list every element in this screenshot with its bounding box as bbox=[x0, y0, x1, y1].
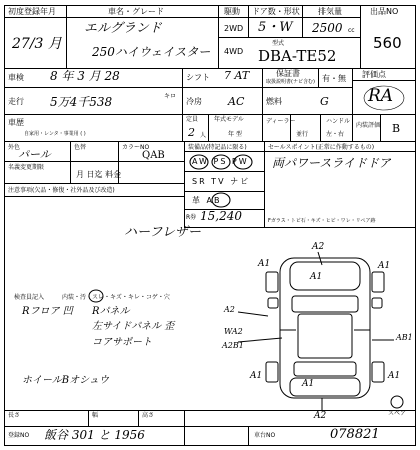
recycle-value: 15,240 bbox=[200, 209, 242, 223]
mark-a1-rear-left: A1 bbox=[250, 371, 263, 381]
shift-value: 7 AT bbox=[224, 69, 250, 82]
inspector-options: 内装・汚・スレ・キズ・キレ・コゲ・穴 bbox=[62, 294, 170, 301]
selling-label: セールスポイント(正常に作動するもの) bbox=[268, 144, 375, 151]
footer-divider-2 bbox=[138, 410, 139, 426]
spare-label: スペア bbox=[388, 410, 407, 417]
wheel-front-left bbox=[266, 272, 278, 292]
mark-ab1: AB1 bbox=[396, 333, 413, 342]
pointer-left-a2 bbox=[238, 312, 268, 316]
equipment-row2: SR TV ナビ bbox=[192, 177, 251, 186]
fuel-label: 燃料 bbox=[266, 97, 282, 106]
capacity-label: 定員 bbox=[186, 116, 199, 123]
repaint-label: 色替 bbox=[74, 144, 87, 151]
model-label: 型式 bbox=[272, 40, 285, 47]
car-body bbox=[280, 258, 370, 398]
colorno-value: QAB bbox=[142, 150, 165, 161]
ac-label: 冷房 bbox=[186, 97, 202, 106]
warranty-value: 有・無 bbox=[322, 74, 346, 83]
width-label: 幅 bbox=[92, 412, 99, 419]
warranty-sub: 取扱説明書(ナビ含む) bbox=[266, 79, 315, 85]
reg-value: 飯谷 301 と 1956 bbox=[44, 428, 145, 442]
first-reg-value: 27/3 月 bbox=[12, 36, 62, 52]
grade-label: 評価点 bbox=[362, 70, 386, 79]
car-windshield bbox=[292, 296, 358, 312]
selling-value: 両パワースライドドア bbox=[272, 156, 391, 170]
mark-a2-left: A2 bbox=[224, 305, 235, 314]
handle-label: ハンドル bbox=[326, 118, 351, 125]
car-grade: 250ハイウェイスター bbox=[92, 45, 211, 59]
wheel-rear-left bbox=[266, 362, 278, 382]
mark-wa2: WA2 bbox=[224, 327, 243, 336]
footer-divider-1 bbox=[88, 410, 89, 426]
reg-label: 登録NO bbox=[8, 432, 30, 439]
cc-unit: cc bbox=[348, 27, 355, 34]
inspector-line2: Rパネル bbox=[92, 306, 130, 317]
pointer-left-b1 bbox=[238, 338, 282, 342]
right-mirror bbox=[372, 298, 382, 308]
ac-value: AC bbox=[228, 95, 245, 108]
length-label: 長さ bbox=[8, 412, 21, 419]
history-label: 車歴 bbox=[8, 118, 24, 127]
change-label: 名義変更期限 bbox=[8, 164, 45, 171]
wheel-front-right bbox=[372, 272, 384, 292]
year-model-value: 年 型 bbox=[228, 131, 242, 138]
chassis-value: 078821 bbox=[330, 427, 380, 442]
inspector-line4: コアサポート bbox=[92, 337, 152, 348]
glass-note: Fガラス・トビ石・キズ・ヒビ・ワレ・リペア跡 bbox=[268, 218, 376, 224]
mark-a2-top: A2 bbox=[312, 242, 325, 252]
shift-label: シフト bbox=[186, 73, 210, 82]
equipment-label: 装備品(特記品に限る) bbox=[188, 144, 247, 151]
mileage-label: 走行 bbox=[8, 97, 24, 106]
drive-label: 駆動 bbox=[224, 7, 240, 16]
mileage-value: 5万4千538 bbox=[50, 95, 113, 109]
warranty-label: 保証書 bbox=[276, 69, 300, 78]
interior-label: 内装評価 bbox=[356, 122, 381, 129]
mark-a1-left: A1 bbox=[258, 259, 271, 269]
mark-a1-rear: A1 bbox=[302, 379, 315, 389]
handle-value: 左・右 bbox=[326, 131, 345, 138]
mark-a2-bottom: A2 bbox=[314, 411, 327, 421]
caution-label: 注意事項(欠品・修復・社外品及び改造) bbox=[8, 187, 115, 194]
footer-rule-1 bbox=[4, 410, 416, 411]
interior-value: B bbox=[392, 122, 401, 135]
mark-a1-rear-right: A1 bbox=[388, 371, 401, 381]
mark-a2b1: A2B1 bbox=[222, 341, 244, 350]
mileage-unit: キロ bbox=[164, 93, 177, 100]
recycle-label: R券 bbox=[186, 214, 197, 221]
mark-a1-right: A1 bbox=[378, 261, 391, 271]
inspector-label: 検査員記入 bbox=[14, 294, 45, 301]
capacity-value: 2 bbox=[188, 126, 195, 139]
door-label: ドア数・形状 bbox=[252, 7, 300, 16]
change-value: 月 日迄 料金 bbox=[76, 170, 122, 179]
car-hood bbox=[290, 262, 360, 290]
caution-value: ハーフレザー bbox=[124, 225, 201, 240]
inspector-line3: 左サイドパネル 歪 bbox=[92, 321, 175, 332]
dealer-label: ディーラー bbox=[266, 118, 296, 125]
height-label: 高さ bbox=[142, 412, 155, 419]
car-tailgate bbox=[290, 378, 360, 396]
chassis-label: 車台NO bbox=[254, 432, 276, 439]
year-model-label: 年式モデル bbox=[214, 116, 244, 123]
footer-divider-3 bbox=[184, 410, 185, 446]
car-name: エルグランド bbox=[84, 21, 162, 36]
inspector-line1: Rフロア 凹 bbox=[22, 306, 73, 317]
first-reg-label: 初度登録年月 bbox=[8, 7, 56, 16]
exterior-label: 外色 bbox=[8, 144, 21, 151]
equipment-row1: AW PS PW bbox=[192, 157, 249, 166]
model-value: DBA-TE52 bbox=[258, 47, 337, 65]
inspection-label: 車検 bbox=[8, 73, 24, 82]
name-grade-label: 車名・グレード bbox=[108, 7, 164, 16]
history-sub: 自家用・レンタ・事業用 ( ) bbox=[24, 131, 86, 137]
drive-2wd: 2WD bbox=[224, 24, 244, 33]
displacement-value: 2500 bbox=[312, 21, 343, 35]
equipment-row3: 革 AB bbox=[192, 196, 222, 205]
lot-label: 出品NO bbox=[370, 7, 399, 16]
wheel-rear-right bbox=[372, 362, 384, 382]
mark-a1-front: A1 bbox=[310, 272, 323, 282]
drive-4wd: 4WD bbox=[224, 47, 244, 56]
capacity-unit: 人 bbox=[200, 132, 207, 139]
dealer-value: 並行 bbox=[296, 131, 309, 138]
displacement-label: 排気量 bbox=[318, 7, 342, 16]
car-rear-window bbox=[294, 362, 356, 376]
car-roof bbox=[298, 314, 352, 358]
inspector-line5: ホイールBオシュウ bbox=[22, 375, 109, 386]
footer-divider-4 bbox=[248, 426, 249, 446]
lot-number: 560 bbox=[373, 34, 402, 52]
fuel-value: G bbox=[320, 95, 329, 108]
inspection-value: 8 年 3 月 28 bbox=[50, 69, 120, 83]
grade-value: RA bbox=[368, 86, 394, 106]
colorno-label: カラーNO bbox=[122, 144, 150, 151]
spare-tire bbox=[391, 396, 403, 408]
exterior-value: パール bbox=[18, 148, 51, 161]
left-mirror bbox=[268, 298, 278, 308]
door-value: 5・W bbox=[258, 20, 293, 35]
